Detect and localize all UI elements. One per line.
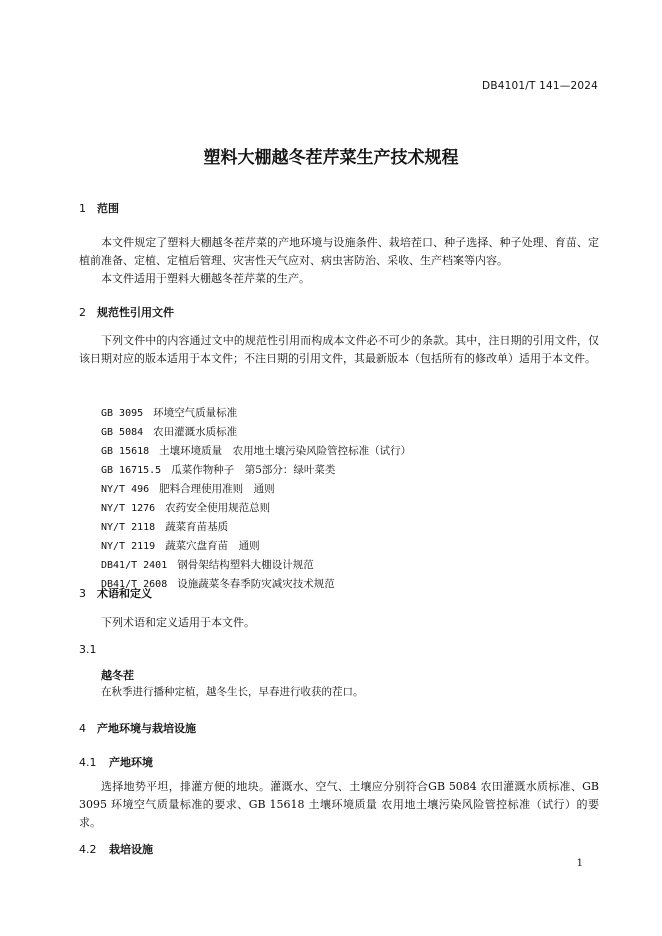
section-number: 4.2 [79,843,97,856]
section-number: 3.1 [79,643,97,656]
reference-item [101,461,411,480]
section-4-heading [79,720,196,736]
reference-code: GB 16715.5 [101,465,162,476]
section-3-paragraph-1: 下列术语和定义适用于本文件。 [101,616,255,629]
reference-title: 农田灌溉水质标准 [153,426,238,438]
normative-references-list [101,404,411,594]
reference-code: GB 3095 [101,408,144,419]
reference-code: NY/T 1276 [101,503,156,514]
term-name: 越冬茬 [101,669,134,682]
document-title: 塑料大棚越冬茬芹菜生产技术规程 [203,148,459,168]
reference-item [101,518,411,537]
reference-title: 肥料合理使用准则 通则 [159,483,275,495]
reference-item [101,499,411,518]
section-1-heading [79,200,119,216]
subsection-4-2-heading [79,841,153,857]
reference-title: 蔬菜穴盘育苗 通则 [165,540,260,552]
reference-code: NY/T 2119 [101,541,156,552]
section-1-paragraph-2: 本文件适用于塑料大棚越冬茬芹菜的生产。 [101,272,310,285]
section-3-heading [79,585,152,601]
reference-item [101,442,411,461]
reference-code: GB 5084 [101,427,144,438]
section-number: 3 [79,587,86,600]
page-number: 1 [576,858,583,869]
section-title: 产地环境 [109,756,153,769]
reference-code: NY/T 2118 [101,522,156,533]
section-title: 规范性引用文件 [97,306,174,319]
section-title: 产地环境与栽培设施 [97,722,196,735]
section-title: 栽培设施 [109,843,153,856]
subsection-4-1-paragraph: 选择地势平坦，排灌方便的地块。灌溉水、空气、土壤应分别符合GB 5084 农田灌溉水质标准、GB 3095 环境空气质量标准的要求、GB 15618 土壤环境质量 农用地土壤污染风险管控标准（试行）的要求。 [79,780,599,829]
reference-item [101,556,411,575]
section-title: 术语和定义 [97,587,152,600]
reference-item [101,404,411,423]
section-number: 4.1 [79,756,97,769]
reference-title: 钢骨架结构塑料大棚设计规范 [177,559,314,571]
subsection-4-1-heading [79,754,153,770]
reference-title: 设施蔬菜冬春季防灾减灾技术规范 [177,578,335,590]
reference-title: 环境空气质量标准 [153,407,238,419]
document-code: DB4101/T 141—2024 [482,80,598,92]
reference-code: NY/T 496 [101,484,150,495]
section-number: 2 [79,306,86,319]
reference-title: 土壤环境质量 农用地土壤污染风险管控标准（试行） [159,445,412,457]
term-definition: 在秋季进行播种定植，越冬生长，早春进行收获的茬口。 [101,686,364,698]
reference-item [101,537,411,556]
reference-item [101,423,411,442]
section-number: 4 [79,722,86,735]
section-number: 1 [79,202,86,215]
reference-code: GB 15618 [101,446,150,457]
reference-title: 瓜菜作物种子 第5部分：绿叶菜类 [171,464,336,476]
reference-code: DB41/T 2401 [101,560,168,571]
reference-item [101,480,411,499]
section-title: 范围 [97,202,119,215]
reference-code: DB41/T 2608 [101,579,168,590]
reference-title: 蔬菜育苗基质 [165,521,229,533]
subsection-3-1-number [79,643,97,656]
reference-title: 农药安全使用规范总则 [165,502,271,514]
section-1-paragraph-1: 本文件规定了塑料大棚越冬茬芹菜的产地环境与设施条件、栽培茬口、种子选择、种子处理、育苗、定植前准备、定植、定植后管理、灾害性天气应对、病虫害防治、采收、生产档案等内容。 [79,236,599,267]
section-2-heading [79,304,174,320]
section-2-paragraph-1: 下列文件中的内容通过文中的规范性引用而构成本文件必不可少的条款。其中，注日期的引用文件，仅该日期对应的版本适用于本文件；不注日期的引用文件，其最新版本（包括所有的修改单）适用于本文件。 [79,334,599,365]
